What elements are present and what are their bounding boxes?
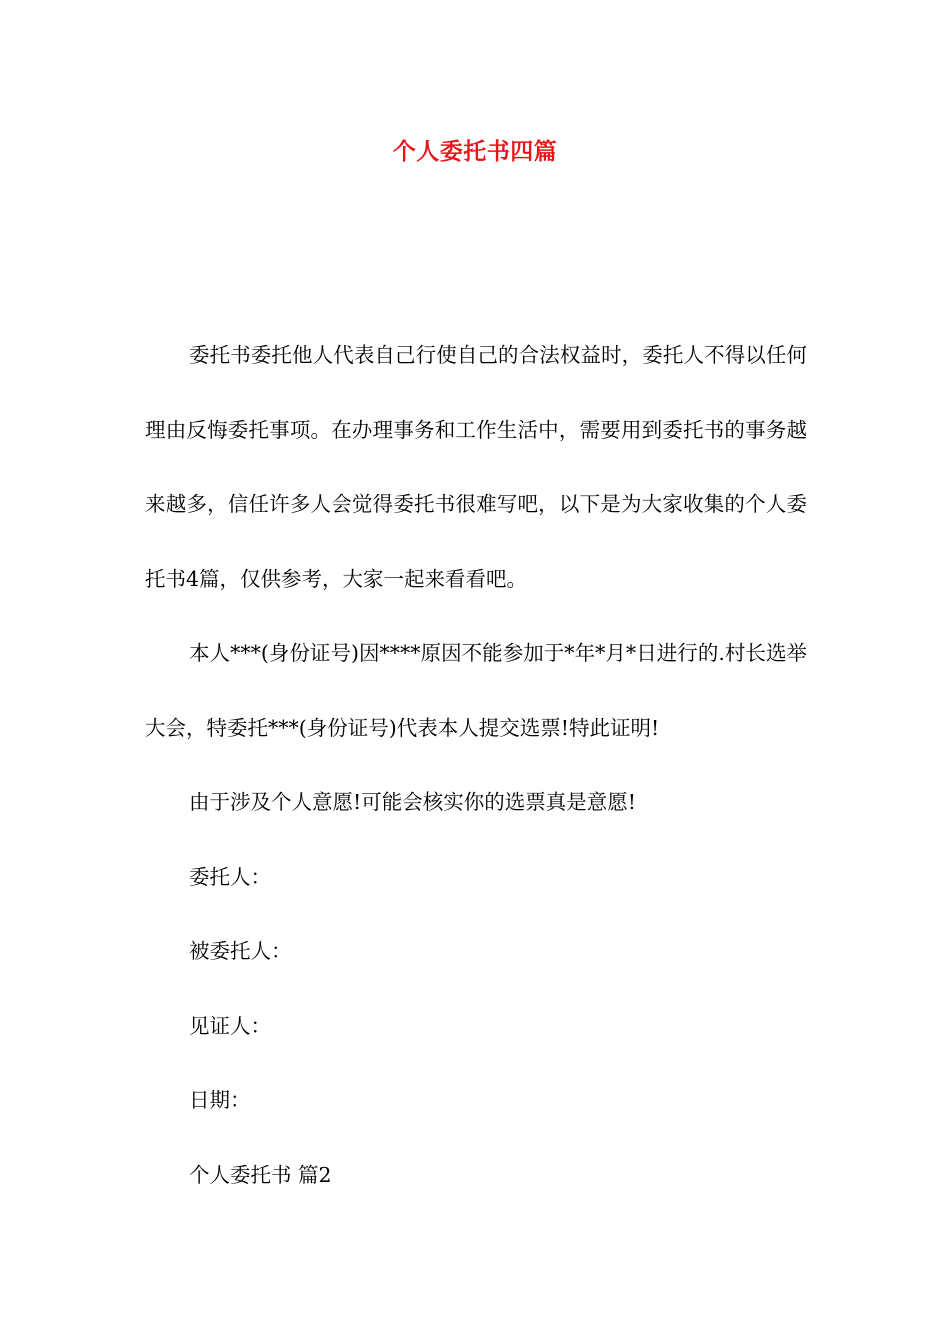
document-title: 个人委托书四篇 xyxy=(392,138,558,165)
field-witness: 见证人： xyxy=(189,1013,271,1038)
field-date: 日期： xyxy=(189,1088,251,1112)
paragraph-intro: 委托书委托他人代表自己行使自己的合法权益时，委托人不得以任何理由反悔委托事项。在办理事务和工作生活中，需要用到委托书的事务越来越多，信任许多人会觉得委托书很难写吧，以下是为大家收集的个人委托书4篇，仅供参考，大家一起来看看吧。 xyxy=(145,343,807,591)
field-agent: 被委托人： xyxy=(189,939,292,963)
paragraph-statement: 本人***(身份证号)因****原因不能参加于*年*月*日进行的.村长选举大会，特委托***(身份证号)代表本人提交选票!特此证明! xyxy=(145,641,807,740)
section-heading-2: 个人委托书 篇2 xyxy=(189,1162,332,1187)
document-body xyxy=(145,318,807,1212)
paragraph-note: 由于涉及个人意愿!可能会核实你的选票真是意愿! xyxy=(189,790,636,814)
field-principal: 委托人： xyxy=(189,864,271,889)
